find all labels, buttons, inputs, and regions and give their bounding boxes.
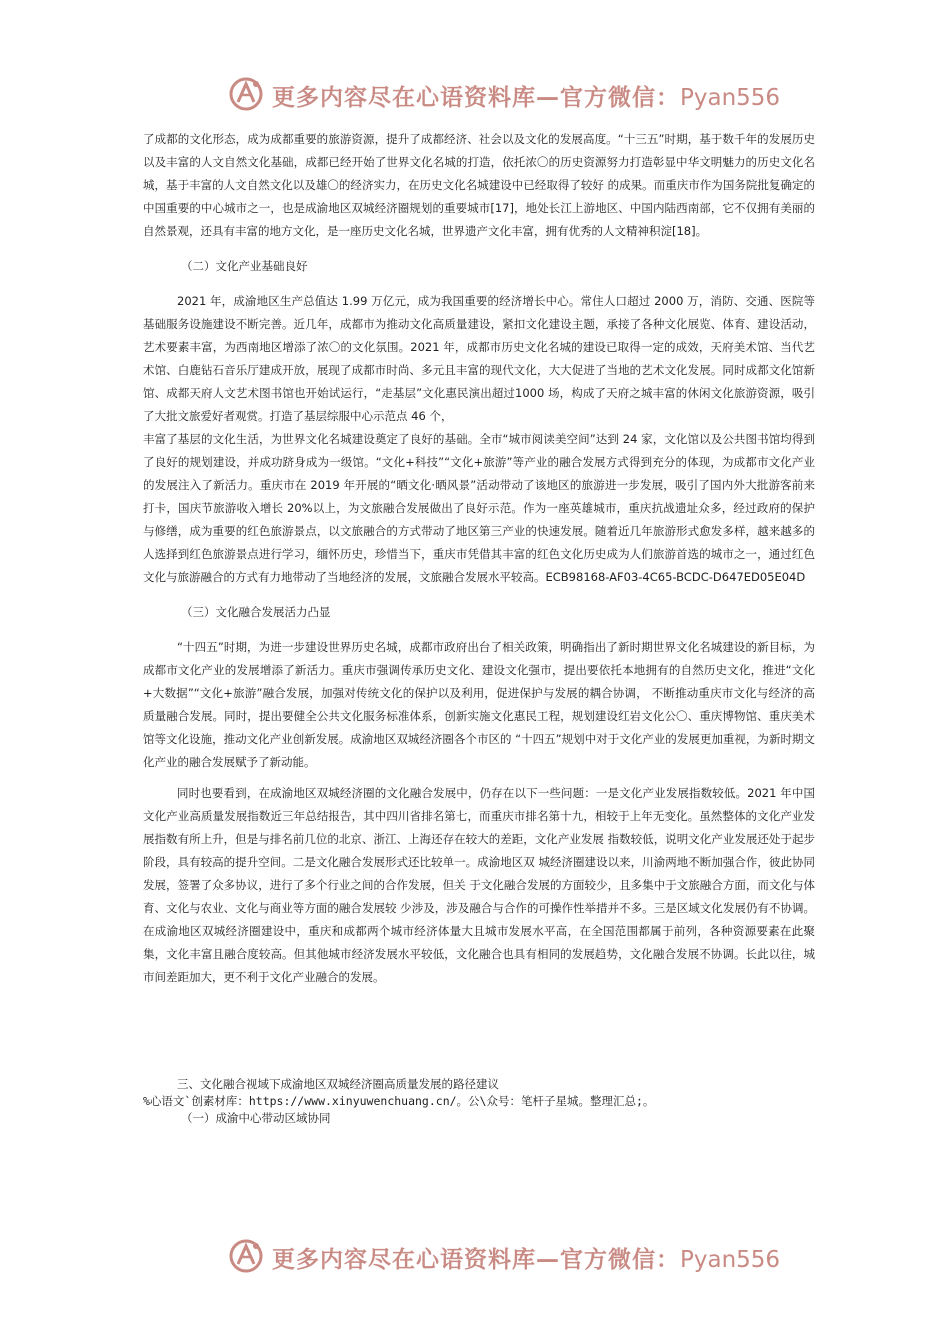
brand-logo-icon <box>226 1238 266 1274</box>
banner-title-bottom: 更多内容尽在心语资料库—官方微信： <box>272 1247 680 1273</box>
subsection-heading-1: （一）成渝中心带动区域协同 <box>181 1111 331 1125</box>
banner-text-bottom <box>272 1241 780 1274</box>
banner-handle-bottom: Pyan556 <box>680 1247 781 1273</box>
section-heading-3: （三）文化融合发展活力凸显 <box>181 605 331 619</box>
paragraph-4: “十四五”时期，为进一步建设世界历史名城，成都市政府出台了相关政策，明确指出了新时期世界文化名城建设的新目标，为成都市文化产业的发展增添了新活力。重庆市强调传承历史文化、建设文化强市，提出要依托本地拥有的自然历史文化，推进“文化+大数据”“文化+旅游”融合发展，加强对传统文化的保护以及利用，促进保护与发展的耦合协调， 不断推动重庆市文化与经济的高质量融合发展。同时，提出要健全公共文化服务标准体系，创新实施文化惠民工程，规划建设红岩文化公〇、重庆博物馆、重庆美术馆等文化设施，推动文化产业创新发展。成渝地区双城经济圈各个市区的 “十四五”规划中对于文化产业的发展更加重视，为新时期文化产业的融合发展赋予了新动能。 <box>143 640 815 769</box>
header-banner <box>0 74 950 114</box>
banner-handle: Pyan556 <box>680 85 781 111</box>
paragraph-3 <box>143 428 815 589</box>
footer-banner <box>0 1236 950 1276</box>
banner-text <box>272 79 780 112</box>
source-note: %心语文`创素材库：https://www.xinyuwenchuang.cn/。公\众号：笔杆子星城。整理汇总;。 <box>143 1094 655 1108</box>
document-body <box>143 128 815 989</box>
brand-logo-icon <box>226 76 266 112</box>
banner-title: 更多内容尽在心语资料库—官方微信： <box>272 85 680 111</box>
footer-notes <box>143 1076 833 1127</box>
document-hash: ECB98168-AF03-4C65-BCDC-D647ED05E04D <box>545 570 806 584</box>
paragraph-5: 同时也要看到，在成渝地区双城经济圈的文化融合发展中，仍存在以下一些问题：一是文化产业发展指数较低。2021 年中国文化产业高质量发展指数近三年总结报告，其中四川省排名第七，而重庆市排名第十九，相较于上年无变化。虽然整体的文化产业发展指数有所上升，但是与排名前几位的北京、浙江、上海还存在较大的差距，文化产业发展 指数较低，说明文化产业发展还处于起步阶段，具有较高的提升空间。二是文化融合发展形式还比较单一。成渝地区双 城经济圈建设以来，川渝两地不断加强合作，彼此协同发展，签署了众多协议，进行了多个行业之间的合作发展，但关 于文化融合发展的方面较少，且多集中于文旅融合方面，而文化与体育、文化与农业、文化与商业等方面的融合发展较 少涉及，涉及融合与合作的可操作性举措并不多。三是区域文化发展仍有不协调。在成渝地区双城经济圈建设中，重庆和成都两个城市经济体量大且城市发展水平高，在全国范围都属于前列，各种资源要素在此聚集，文化丰富且融合度较高。但其他城市经济发展水平较低，文化融合也具有相同的发展趋势，文化融合发展不协调。长此以往，城市间差距加大，更不利于文化产业融合的发展。 <box>143 786 815 984</box>
section-heading-2: （二）文化产业基础良好 <box>181 259 308 273</box>
paragraph-2: 2021 年，成渝地区生产总值达 1.99 万亿元，成为我国重要的经济增长中心。常住人口超过 2000 万，消防、交通、医院等基础服务设施建设不断完善。近几年，成都市为推动文化高质量建设，紧扣文化建设主题，承接了各种文化展览、体育、建设活动，艺术要素丰富，为西南地区增添了浓〇的文化氛围。2021 年，成都市历史文化名城的建设已取得一定的成效，天府美术馆、当代艺术馆、白鹿钻石音乐厅建成开放，展现了成都市时尚、多元且丰富的现代文化，大大促进了当地的艺术文化发展。同时成都文化馆新馆、成都天府人文艺术图书馆也开始试运行，“走基层”文化惠民演出超过1000 场，构成了天府之城丰富的休闲文化旅游资源，吸引了大批文旅爱好者观赏。打造了基层综服中心示范点 46 个， <box>143 294 815 423</box>
section-heading-three: 三、文化融合视域下成渝地区双城经济圈高质量发展的路径建议 <box>177 1077 499 1091</box>
paragraph-1: 了成都的文化形态，成为成都重要的旅游资源，提升了成都经济、社会以及文化的发展高度。“十三五”时期，基于数千年的发展历史以及丰富的人文自然文化基础，成都已经开始了世界文化名城的打造，依托浓〇的历史资源努力打造彰显中华文明魅力的历史文化名城，基于丰富的人文自然文化以及雄〇的经济实力，在历史文化名城建设中已经取得了较好 的成果。而重庆市作为国务院批复确定的中国重要的中心城市之一，也是成渝地区双城经济圈规划的重要城市[17]，地处长江上游地区、中国内陆西南部，它不仅拥有美丽的自然景观，还具有丰富的地方文化，是一座历史文化名城，世界遗产文化丰富，拥有优秀的人文精神积淀[18]。 <box>143 132 815 238</box>
paragraph-3-text: 丰富了基层的文化生活，为世界文化名城建设奠定了良好的基础。全市“城市阅读美空间”达到 24 家，文化馆以及公共图书馆均得到了良好的规划建设，并成功跻身成为一级馆。“文化+科技”“文化+旅游”等产业的融合发展方式得到充分的体现，为成都市文化产业的发展注入了新活力。重庆市在 2019 年开展的“晒文化·晒风景”活动带动了该地区的旅游进一步发展，吸引了国内外大批游客前来打卡，国庆节旅游收入增长 20%以上，为文旅融合发展做出了良好示范。作为一座英雄城市，重庆抗战遗址众多，经过政府的保护与修缮，成为重要的红色旅游景点，以文旅融合的方式带动了地区第三产业的快速发展。随着近几年旅游形式愈发多样，越来越多的人选择到红色旅游景点进行学习，缅怀历史，珍惜当下，重庆市凭借其丰富的红色文化历史成为人们旅游首选的城市之一，通过红色文化与旅游融合的方式有力地带动了当地经济的发展，文旅融合发展水平较高。 <box>143 432 815 584</box>
